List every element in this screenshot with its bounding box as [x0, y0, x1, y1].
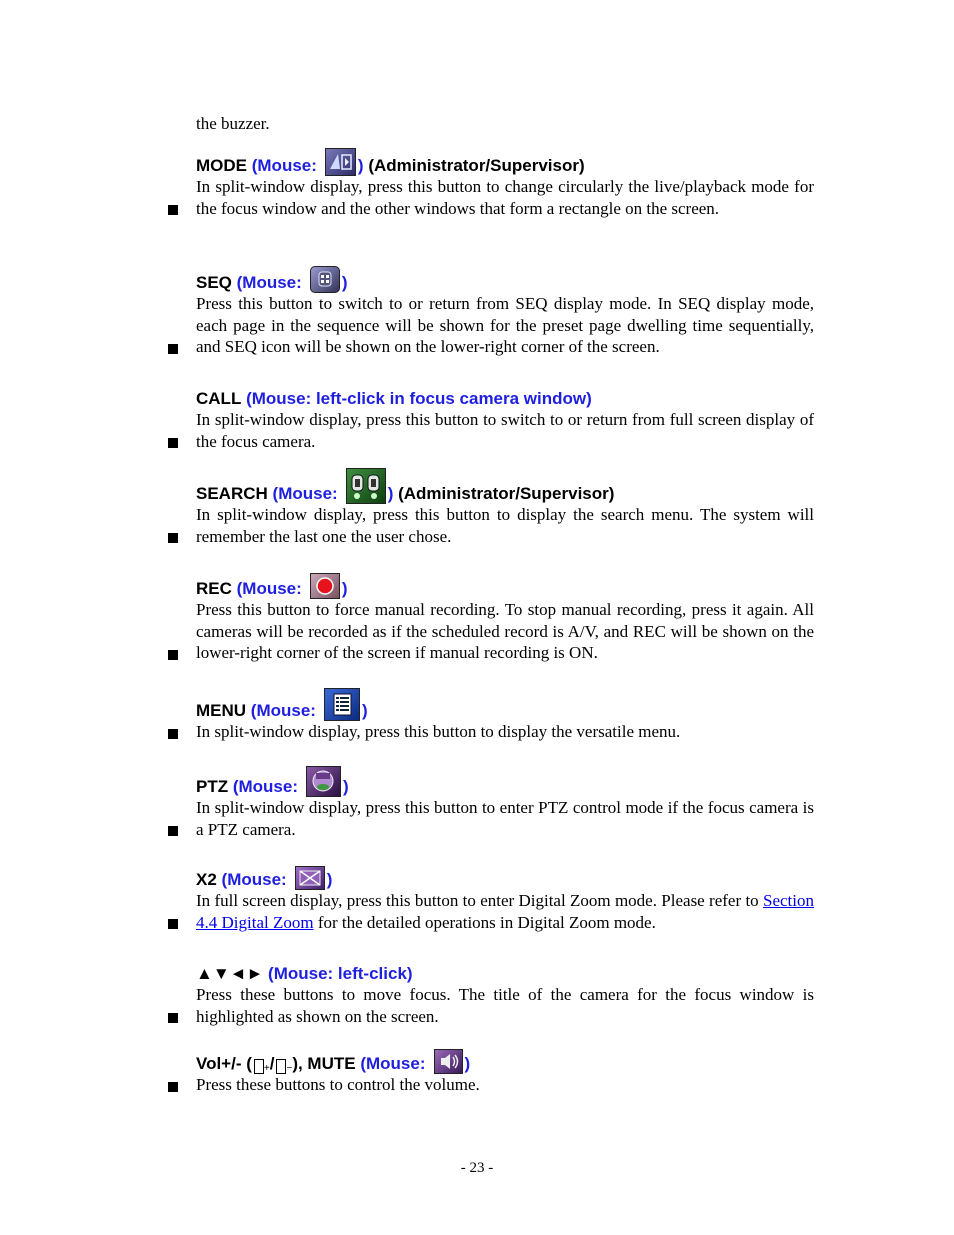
- mouse-label: (Mouse:: [360, 1054, 426, 1073]
- mute-speaker-icon: [434, 1049, 463, 1074]
- seq-icon: [310, 266, 340, 293]
- item-call: [196, 385, 814, 452]
- item-heading: Vol+/- ( + / − ), MUTE (Mouse: ): [196, 1050, 814, 1074]
- mouse-label: (Mouse:: [250, 701, 316, 720]
- zoom-x2-icon: [295, 866, 325, 890]
- role-note: (Administrator/Supervisor): [368, 156, 585, 175]
- bullet-icon: [168, 1013, 178, 1023]
- key-label-after: ), MUTE: [292, 1054, 356, 1073]
- menu-icon: [324, 688, 360, 721]
- item-seq: [196, 269, 814, 358]
- page-number: - 23 -: [460, 1160, 494, 1176]
- key-label: Vol+/- (: [196, 1054, 252, 1073]
- bullet-icon: [168, 729, 178, 739]
- item-volume: [196, 1050, 814, 1096]
- volume-down-icon: [276, 1059, 286, 1074]
- item-description: Press these buttons to move focus. The title of the camera for the focus window is highlighted as shown on the screen.: [196, 985, 814, 1026]
- description-text: In full screen display, press this button to enter Digital Zoom mode. Please refer to: [196, 891, 759, 910]
- role-note: (Administrator/Supervisor): [398, 484, 615, 503]
- item-heading: [196, 269, 814, 293]
- item-ptz: [196, 773, 814, 840]
- key-label: MENU: [196, 701, 247, 720]
- separator: /: [269, 1054, 275, 1073]
- mouse-suffix: ): [326, 870, 333, 889]
- mouse-label: (Mouse: left-click in focus camera window): [246, 389, 592, 408]
- search-icon: [346, 468, 386, 504]
- key-label: PTZ: [196, 777, 229, 796]
- key-label: CALL: [196, 389, 242, 408]
- item-description: In split-window display, press this button to enter PTZ control mode if the focus camera is a PTZ camera.: [196, 798, 814, 839]
- ptz-camera-icon: [306, 766, 341, 797]
- item-heading: [196, 575, 814, 599]
- key-label: SEQ: [196, 273, 232, 292]
- item-search: [196, 480, 814, 547]
- item-rec: [196, 575, 814, 664]
- item-description: In split-window display, press this button to change circularly the live/playback mode for the focus window and the other windows that form a rectangle on the screen.: [196, 177, 814, 218]
- item-description: In split-window display, press this button to display the search menu. The system will remember the last one the user chose.: [196, 505, 814, 546]
- bullet-icon: [168, 344, 178, 354]
- item-heading: [196, 385, 814, 409]
- item-description: Press this button to force manual recording. To stop manual recording, press it again. All cameras will be recorded as if the scheduled record is A/V, and REC will be shown on the lower-right corner of the screen if manual recording is ON.: [196, 600, 814, 662]
- mouse-suffix: ): [464, 1054, 471, 1073]
- mouse-label: (Mouse:: [272, 484, 338, 503]
- bullet-icon: [168, 1082, 178, 1092]
- key-label: X2: [196, 870, 217, 889]
- key-label: ▲▼◄►: [196, 964, 264, 983]
- mouse-suffix: ): [387, 484, 394, 503]
- mouse-label: (Mouse:: [232, 777, 299, 796]
- item-heading: [196, 773, 814, 797]
- item-heading: [196, 960, 814, 984]
- item-description: Press these buttons to control the volume.: [196, 1075, 480, 1094]
- item-heading: [196, 697, 814, 721]
- item-description: [196, 890, 814, 933]
- mode-icon: [325, 148, 356, 176]
- bullet-icon: [168, 533, 178, 543]
- item-description: Press this button to switch to or return from SEQ display mode. In SEQ display mode, each page in the sequence will be shown for the preset page dwelling time sequentially, and SEQ icon will be shown on the lower-right corner of the screen.: [196, 294, 814, 356]
- record-icon: [310, 573, 340, 599]
- mouse-label: (Mouse:: [251, 156, 317, 175]
- key-label: SEARCH: [196, 484, 268, 503]
- item-description: In split-window display, press this button to display the versatile menu.: [196, 722, 681, 741]
- item-heading: [196, 152, 814, 176]
- item-x2: [196, 866, 814, 933]
- mouse-suffix: ): [357, 156, 364, 175]
- key-label: REC: [196, 579, 232, 598]
- bullet-icon: [168, 438, 178, 448]
- bullet-icon: [168, 826, 178, 836]
- volume-up-icon: [254, 1059, 264, 1074]
- bullet-icon: [168, 919, 178, 929]
- mouse-suffix: ): [361, 701, 368, 720]
- item-description: In split-window display, press this button to switch to or return from full screen display of the focus camera.: [196, 410, 814, 451]
- mouse-label: (Mouse: left-click): [268, 964, 413, 983]
- item-heading: [196, 480, 814, 504]
- mouse-suffix: ): [341, 579, 348, 598]
- item-mode: [196, 152, 814, 219]
- bullet-icon: [168, 650, 178, 660]
- bullet-icon: [168, 205, 178, 215]
- mouse-label: (Mouse:: [236, 273, 302, 292]
- mouse-label: (Mouse:: [221, 870, 287, 889]
- section-link[interactable]: Section 4.4 Digital Zoom: [196, 891, 814, 932]
- mouse-suffix: ): [343, 777, 349, 796]
- item-arrows: [196, 960, 814, 1027]
- item-heading: [196, 866, 814, 890]
- mouse-suffix: ): [341, 273, 348, 292]
- continuation-text: the buzzer.: [196, 114, 270, 133]
- key-label: MODE: [196, 156, 247, 175]
- item-menu: [196, 697, 814, 743]
- description-text: for the detailed operations in Digital Zoom mode.: [317, 912, 656, 932]
- mouse-label: (Mouse:: [236, 579, 302, 598]
